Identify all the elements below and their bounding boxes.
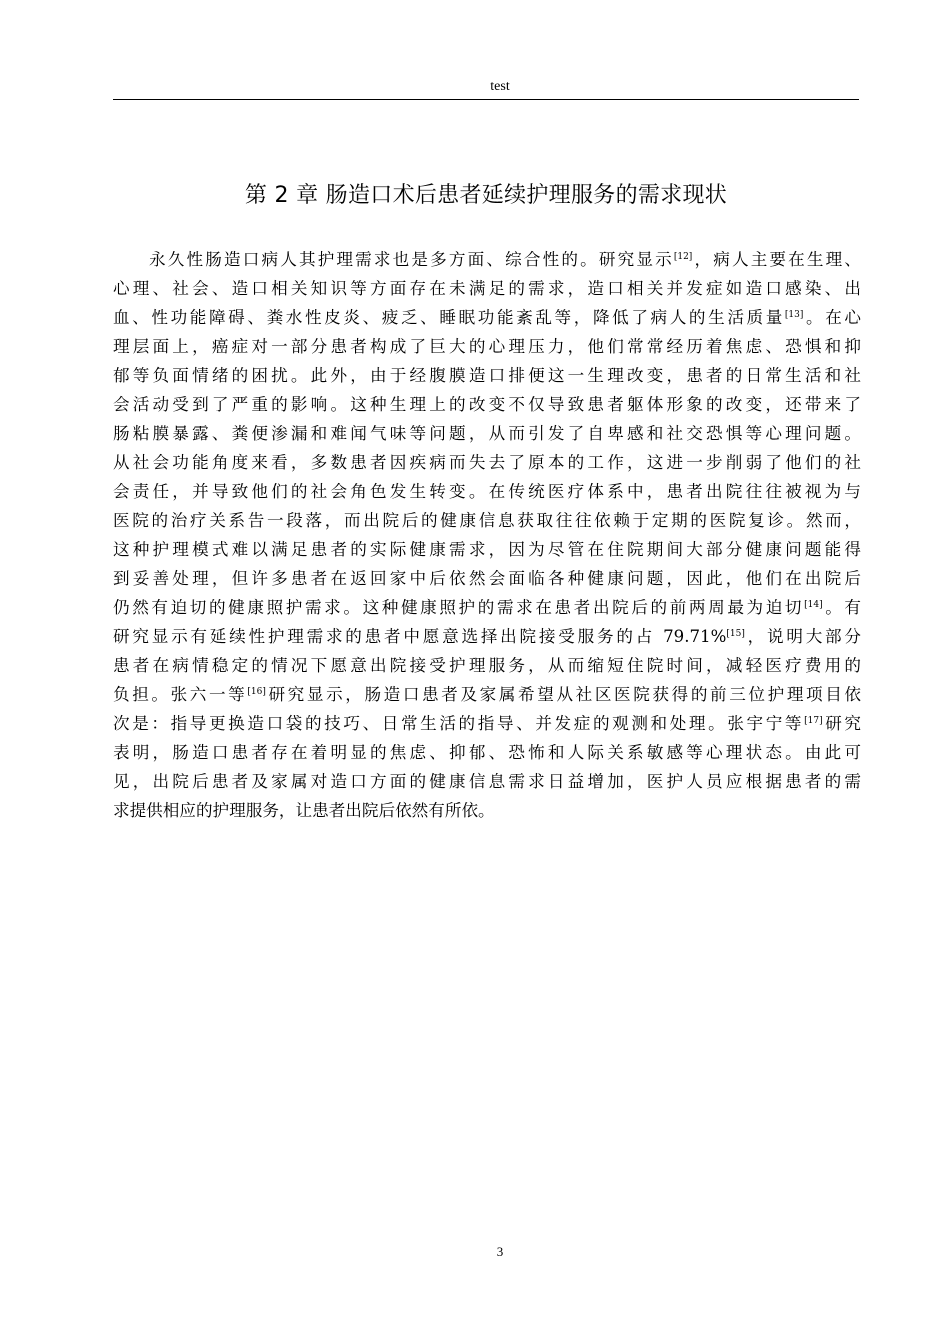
text-run: 负担。张六一等 [113, 685, 248, 704]
text-run: 会活动受到了严重的影响。这种生理上的改变不仅导致患者躯体形象的改变，还带来了 [113, 395, 861, 414]
text-run: 研究 [822, 714, 862, 733]
text-run: 表明，肠造口患者存在着明显的焦虑、抑郁、恐怖和人际关系敏感等心理状态。由此可 [113, 743, 861, 762]
text-run: 永久性肠造口病人其护理需求也是多方面、综合性的。研究显示 [149, 250, 674, 269]
text-run: ，说明大部分 [744, 627, 862, 646]
citation-ref: [13] [784, 310, 804, 320]
paragraph-line [113, 245, 861, 274]
text-run: 见，出院后患者及家属对造口方面的健康信息需求日益增加，医护人员应根据患者的需 [113, 772, 861, 791]
text-run: 研究显示，肠造口患者及家属希望从社区医院获得的前三位护理项目依 [265, 685, 862, 704]
citation-ref: [16] [247, 687, 266, 697]
text-run: 郁等负面情绪的困扰。此外，由于经腹膜造口排便这一生理改变，患者的日常生活和社 [113, 366, 861, 385]
text-run: 。在心 [803, 308, 861, 327]
paragraph-line [113, 274, 861, 303]
paragraph-line [113, 593, 861, 622]
paragraph-line [113, 796, 861, 825]
paragraph-line [113, 651, 861, 680]
text-run: 求提供相应的护理服务，让患者出院后依然有所依。 [113, 801, 495, 820]
text-run: 仍然有迫切的健康照护需求。这种健康照护的需求在患者出院后的前两周最为迫切 [113, 598, 805, 617]
citation-ref: [14] [804, 600, 823, 610]
text-run: 次是：指导更换造口袋的技巧、日常生活的指导、并发症的观测和处理。张宇宁等 [113, 714, 805, 733]
citation-ref: [17] [804, 716, 823, 726]
page-number: 3 [496, 1244, 504, 1259]
paragraph-line [113, 506, 861, 535]
paragraph-line [113, 680, 861, 709]
paragraph-line [113, 303, 861, 332]
text-run: 。有 [822, 598, 862, 617]
running-header: test [490, 79, 510, 94]
text-run: 医院的治疗关系告一段落，而出院后的健康信息获取往往依赖于定期的医院复诊。然而， [113, 511, 861, 530]
text-run: 理层面上，癌症对一部分患者构成了巨大的心理压力，他们常常经历着焦虑、恐惧和抑 [113, 337, 861, 356]
text-run: 心理、社会、造口相关知识等方面存在未满足的需求，造口相关并发症如造口感染、出 [113, 279, 861, 298]
text-run: ，病人主要在生理、 [692, 250, 862, 269]
text-run: 研究显示有延续性护理需求的患者中愿意选择出院接受服务的占 79.71% [113, 627, 727, 646]
text-run: 肠粘膜暴露、粪便渗漏和难闻气味等问题，从而引发了自卑感和社交恐惧等心理问题。 [113, 424, 861, 443]
paragraph-line [113, 448, 861, 477]
text-run: 血、性功能障碍、粪水性皮炎、疲乏、睡眠功能紊乱等，降低了病人的生活质量 [113, 308, 785, 327]
paragraph-line [113, 622, 861, 651]
text-run: 患者在病情稳定的情况下愿意出院接受护理服务，从而缩短住院时间，减轻医疗费用的 [113, 656, 861, 675]
citation-ref: [15] [726, 629, 745, 639]
paragraph-line [113, 564, 861, 593]
paragraph-line [113, 477, 861, 506]
paragraph-line [113, 332, 861, 361]
paragraph-line [113, 535, 861, 564]
header-rule [113, 99, 859, 100]
paragraph-line [113, 767, 861, 796]
text-run: 到妥善处理，但许多患者在返回家中后依然会面临各种健康问题，因此，他们在出院后 [113, 569, 861, 588]
paragraph-line [113, 419, 861, 448]
paragraph-line [113, 361, 861, 390]
text-run: 这种护理模式难以满足患者的实际健康需求，因为尽管在住院期间大部分健康问题能得 [113, 540, 861, 559]
citation-ref: [12] [673, 252, 693, 262]
chapter-title: 第 2 章 肠造口术后患者延续护理服务的需求现状 [244, 183, 728, 208]
text-run: 会责任，并导致他们的社会角色发生转变。在传统医疗体系中，患者出院往往被视为与 [113, 482, 861, 501]
paragraph-line [113, 709, 861, 738]
paragraph-line [113, 738, 861, 767]
text-run: 从社会功能角度来看，多数患者因疾病而失去了原本的工作，这进一步削弱了他们的社 [113, 453, 861, 472]
paragraph-line [113, 390, 861, 419]
body-paragraph [113, 245, 861, 825]
